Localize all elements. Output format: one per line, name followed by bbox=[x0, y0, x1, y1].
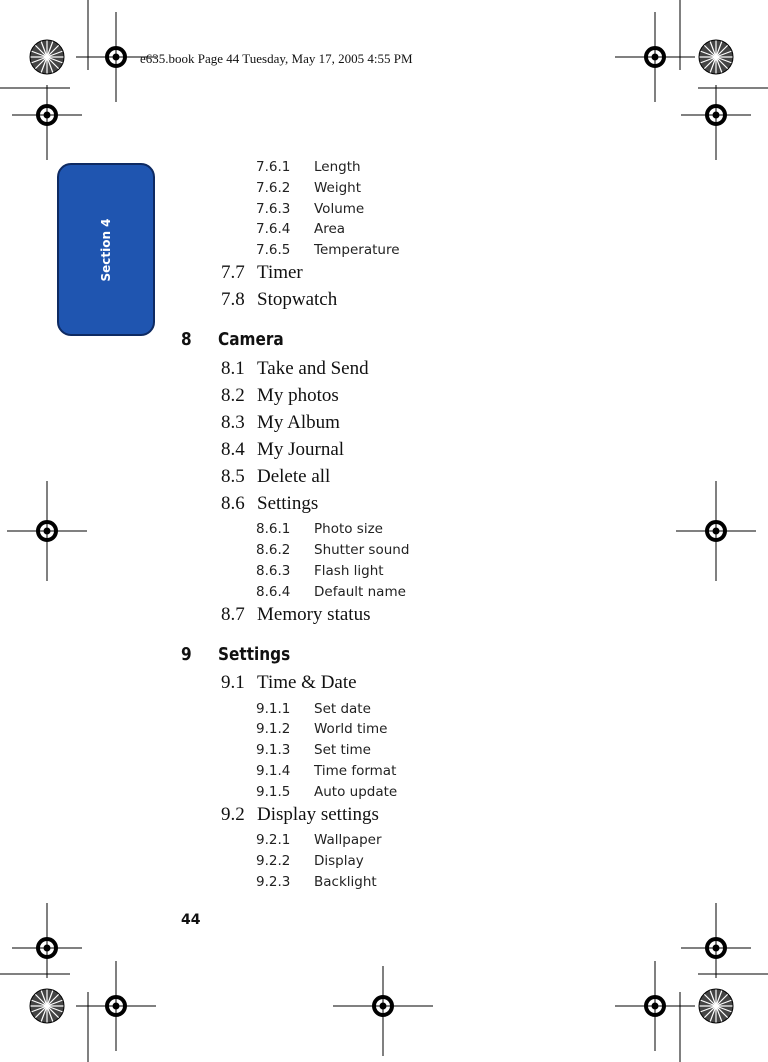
item-number: 9.2 bbox=[221, 804, 245, 825]
section-title: Settings bbox=[218, 644, 291, 665]
item-label: Delete all bbox=[257, 466, 331, 487]
item-number: 9.1.3 bbox=[256, 742, 291, 758]
section-tab-label: Section 4 bbox=[99, 217, 113, 282]
item-label: Temperature bbox=[314, 242, 400, 258]
item-number: 7.6.2 bbox=[256, 180, 291, 196]
item-number: 9.1.2 bbox=[256, 721, 291, 737]
item-number: 8.6 bbox=[221, 493, 245, 514]
item-label: Length bbox=[314, 159, 361, 175]
section-number: 8 bbox=[181, 329, 192, 350]
item-label: Display settings bbox=[257, 804, 379, 825]
item-number: 8.6.4 bbox=[256, 584, 291, 600]
item-label: Take and Send bbox=[257, 358, 369, 379]
item-label: Photo size bbox=[314, 521, 383, 537]
item-label: My photos bbox=[257, 385, 339, 406]
item-label: Default name bbox=[314, 584, 406, 600]
page-number: 44 bbox=[181, 912, 201, 928]
section-title: Camera bbox=[218, 329, 284, 350]
item-number: 7.7 bbox=[221, 262, 245, 283]
item-number: 8.6.2 bbox=[256, 542, 291, 558]
item-number: 8.5 bbox=[221, 466, 245, 487]
item-label: Stopwatch bbox=[257, 289, 338, 310]
item-label: Timer bbox=[257, 262, 303, 283]
item-label: Weight bbox=[314, 180, 362, 196]
item-label: Shutter sound bbox=[314, 542, 410, 558]
item-number: 8.6.3 bbox=[256, 563, 291, 579]
item-label: Memory status bbox=[257, 604, 371, 625]
item-label: Auto update bbox=[314, 784, 398, 800]
item-number: 7.6.4 bbox=[256, 221, 291, 237]
item-number: 7.8 bbox=[221, 289, 245, 310]
item-number: 9.1.5 bbox=[256, 784, 291, 800]
item-number: 7.6.5 bbox=[256, 242, 291, 258]
item-number: 8.7 bbox=[221, 604, 245, 625]
item-label: Set date bbox=[314, 701, 371, 717]
item-label: Flash light bbox=[314, 563, 384, 579]
item-label: Area bbox=[314, 221, 346, 237]
item-number: 9.1 bbox=[221, 672, 245, 693]
item-label: Set time bbox=[314, 742, 371, 758]
item-number: 8.6.1 bbox=[256, 521, 291, 537]
item-number: 9.2.1 bbox=[256, 832, 291, 848]
item-label: World time bbox=[314, 721, 388, 737]
item-number: 8.3 bbox=[221, 412, 245, 433]
item-label: Settings bbox=[257, 493, 319, 514]
item-label: Time format bbox=[314, 763, 397, 779]
item-number: 8.2 bbox=[221, 385, 245, 406]
item-number: 8.4 bbox=[221, 439, 245, 460]
item-number: 7.6.3 bbox=[256, 201, 291, 217]
item-number: 9.1.1 bbox=[256, 701, 291, 717]
print-header: e635.book Page 44 Tuesday, May 17, 2005 4:55 PM bbox=[140, 51, 413, 66]
item-label: Display bbox=[314, 853, 364, 869]
item-number: 9.2.2 bbox=[256, 853, 291, 869]
item-label: My Album bbox=[257, 412, 340, 433]
section-number: 9 bbox=[181, 644, 192, 665]
item-number: 9.1.4 bbox=[256, 763, 291, 779]
section-tab bbox=[57, 163, 155, 336]
item-number: 8.1 bbox=[221, 358, 245, 379]
item-number: 9.2.3 bbox=[256, 874, 291, 890]
item-label: Time & Date bbox=[257, 672, 357, 693]
item-label: Wallpaper bbox=[314, 832, 382, 848]
item-label: Volume bbox=[314, 201, 365, 217]
item-label: Backlight bbox=[314, 874, 377, 890]
item-label: My Journal bbox=[257, 439, 345, 460]
item-number: 7.6.1 bbox=[256, 159, 291, 175]
